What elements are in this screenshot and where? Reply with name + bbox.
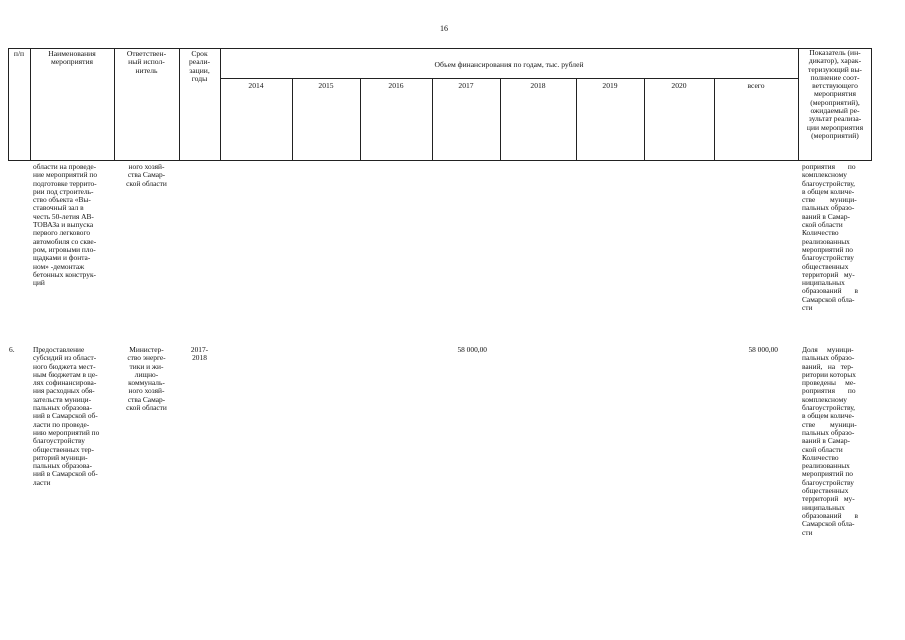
- header-year-2018: 2018: [530, 81, 546, 90]
- row6-responsible: Министер- ство энерге- тики и жи- лищно- коммуналь- ного хозяй- ства Самар- ской области: [126, 345, 167, 413]
- header-col-responsible: Ответствен- ный испол- нитель: [126, 49, 167, 75]
- header-col-num: п/п: [13, 49, 25, 58]
- header-total: всего: [747, 81, 765, 90]
- header-year-2014: 2014: [248, 81, 264, 90]
- row6-value-2017: 58 000,00: [457, 345, 487, 354]
- header-year-2016: 2016: [388, 81, 404, 90]
- year-divider-2016: [360, 78, 361, 160]
- header-col-name: Наименования мероприятия: [48, 49, 96, 67]
- row6-name: Предоставление субсидий из област- ного бюджета мест- ным бюджетам в це- лях софинансирова- ния расходных обя- зательств муници- пальных образова- ний в Самарской об- ласти по проведе- нию мероприятий по благоустройству общественных тер- риторий муници- пальных образова- ний в Самарской об- ласти: [33, 345, 100, 487]
- year-divider-2020: [644, 78, 645, 160]
- header-bottom-border: [8, 160, 872, 161]
- page-number: 16: [440, 24, 448, 33]
- year-divider-2018: [500, 78, 501, 160]
- header-col-indicator: Показатель (ин- дикатор), харак- теризующий вы- полнение соот- ветствующего мероприятия (мероприятий), ожидаемый ре- зультат реализа- ции мероприятия (мероприятий): [806, 48, 864, 140]
- row6-indicator: Доля муници- пальных образо- ваний, на тер- ритории которых проведены ме- роприятия по комплексному благоустройству, в общем количе- стве муници- пальных образо- ваний в Самар- ской области Количество реализованных мероприятий по благоустройству общественных территорий му- ниципальных образований в Самарской обла- сти: [802, 345, 858, 537]
- row6-value-total: 58 000,00: [748, 345, 778, 354]
- header-year-2017: 2017: [458, 81, 474, 90]
- year-divider-2019: [576, 78, 577, 160]
- row6-term: 2017- 2018: [190, 345, 209, 363]
- header-col-term: Срок реали- зации, годы: [188, 49, 211, 83]
- header-year-2015: 2015: [318, 81, 334, 90]
- row-cont-name: области на проведе- ние мероприятий по подготовке террито- рии под строитель- ство объекта «Вы- ставочный зал в честь 50-летия АВ- ТОВАЗа и выпуска первого легкового автомобиля со скве- ром, игровыми пло- щадками и фонта- ном» -демонтаж бетонных конструк- ций: [33, 162, 98, 288]
- year-divider-2017: [432, 78, 433, 160]
- table-left-border: [8, 48, 9, 160]
- year-divider-2015: [292, 78, 293, 160]
- row6-number: 6.: [9, 345, 15, 354]
- row-cont-indicator: роприятия по комплексному благоустройству, в общем количе- стве муници- пальных образо- ваний в Самар- ской области Количество реализованных мероприятий по благоустройству общественных территорий му- ниципальных образований в Самарской обла- сти: [802, 162, 858, 313]
- header-year-2020: 2020: [671, 81, 687, 90]
- fin-header-divider: [220, 78, 798, 79]
- year-divider-total: [714, 78, 715, 160]
- header-year-2019: 2019: [602, 81, 618, 90]
- row-cont-responsible: ного хозяй- ства Самар- ской области: [126, 162, 167, 188]
- header-col-financing: Объем финансирования по годам, тыс. рублей: [434, 60, 584, 69]
